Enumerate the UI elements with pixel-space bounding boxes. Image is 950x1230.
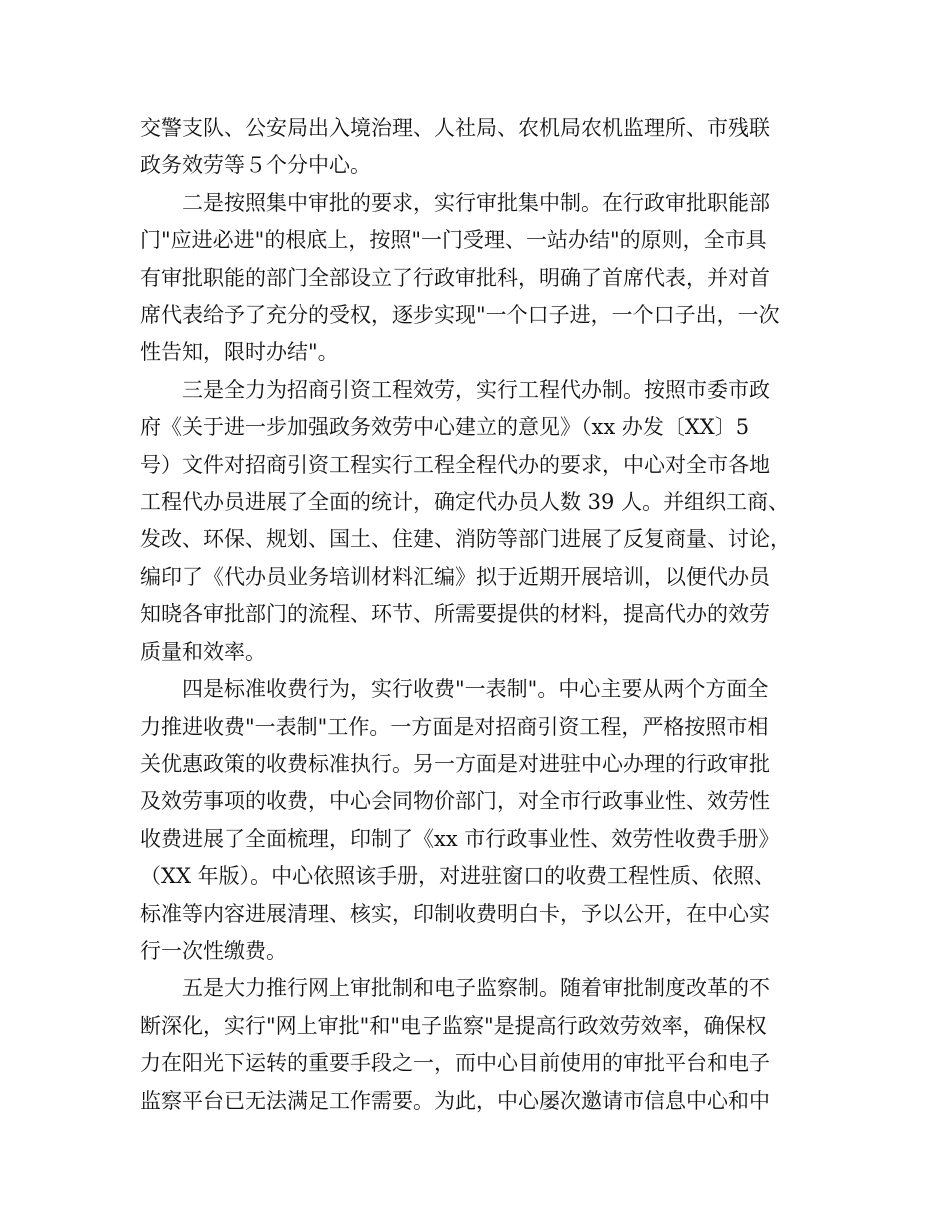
text-line: 断深化，实行"网上审批"和"电子监察"是提高行政效劳效率，确保权 <box>140 1013 767 1038</box>
paragraph-2 <box>140 185 815 372</box>
text-line: 政务效劳等５个分中心。 <box>140 153 371 178</box>
text-line: 五是大力推行网上审批制和电子监察制。随着审批制度改革的不 <box>182 976 770 1001</box>
text-line: 交警支队、公安局出入境治理、人社局、农机局农机监理所、市残联 <box>140 116 770 140</box>
text-line: （XX 年版）。中心依照该手册，对进驻窗口的收费工程性质、依照、 <box>140 864 776 889</box>
text-line: 三是全力为招商引资工程效劳，实行工程代办制。按照市委市政 <box>182 377 770 402</box>
text-line: 席代表给予了充分的受权，逐步实现"一个口子进，一个口子出，一次 <box>140 303 780 328</box>
text-line: 标准等内容进展清理、核实，印制收费明白卡，予以公开，在中心实 <box>140 901 770 926</box>
text-line: 收费进展了全面梳理，印制了《xx 市行政事业性、效劳性收费手册》 <box>140 826 780 851</box>
text-line: 质量和效率。 <box>140 639 266 664</box>
paragraph-4 <box>140 671 815 970</box>
text-line: 编印了《代办员业务培训材料汇编》拟于近期开展培训，以便代办员 <box>140 564 770 589</box>
paragraph-3 <box>140 372 815 671</box>
paragraph-1 <box>140 110 815 185</box>
text-line: 四是标准收费行为，实行收费"一表制"。中心主要从两个方面全 <box>182 677 769 702</box>
text-line: 号）文件对招商引资工程实行工程全程代办的要求，中心对全市各地 <box>140 452 770 477</box>
text-line: 性告知，限时办结"。 <box>140 340 339 365</box>
text-line: 二是按照集中审批的要求，实行审批集中制。在行政审批职能部 <box>182 190 770 215</box>
text-line: 力推进收费"一表制"工作。一方面是对招商引资工程，严格按照市相 <box>140 714 769 739</box>
paragraph-5 <box>140 970 815 1120</box>
text-line: 门"应进必进"的根底上，按照"一门受理、一站办结"的原则，全市具 <box>140 228 767 253</box>
text-line: 有审批职能的部门全部设立了行政审批科，明确了首席代表，并对首 <box>140 265 770 290</box>
text-line: 关优惠政策的收费标准执行。另一方面是对进驻中心办理的行政审批 <box>140 751 770 776</box>
text-line: 府《关于进一步加强政务效劳中心建立的意见》（xx 办发〔XX〕5 <box>140 415 750 440</box>
text-line: 力在阳光下运转的重要手段之一，而中心目前使用的审批平台和电子 <box>140 1051 770 1076</box>
text-line: 及效劳事项的收费，中心会同物价部门，对全市行政事业性、效劳性 <box>140 789 770 814</box>
text-line: 行一次性缴费。 <box>140 938 287 963</box>
document-body <box>140 110 815 1120</box>
text-line: 发改、环保、规划、国土、住建、消防等部门进展了反复商量、讨论， <box>140 527 791 552</box>
text-line: 知晓各审批部门的流程、环节、所需要提供的材料，提高代办的效劳 <box>140 602 770 627</box>
text-line: 工程代办员进展了全面的统计，确定代办员人数 39 人。并组织工商、 <box>140 490 790 515</box>
text-line: 监察平台已无法满足工作需要。为此，中心屡次邀请市信息中心和中 <box>140 1088 770 1113</box>
